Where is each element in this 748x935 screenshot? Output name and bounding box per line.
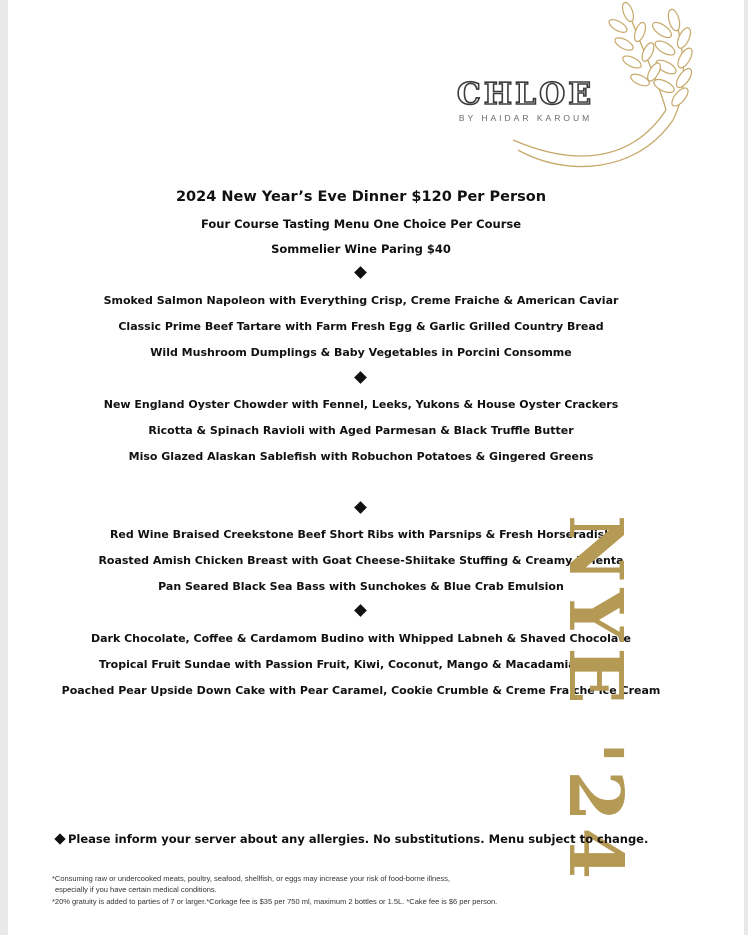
footnote-3: *20% gratuity is added to parties of 7 or larger.*Corkage fee is $35 per 750 ml, maximum 2 bottles or 1.5L. *Cake fee is $6 per person.: [52, 897, 498, 906]
brand-subtitle: BY HAIDAR KAROUM: [458, 113, 593, 123]
course-1-dish-3: Wild Mushroom Dumplings & Baby Vegetables in Porcini Consomme: [150, 346, 572, 359]
course-3-dish-2: Roasted Amish Chicken Breast with Goat Cheese-Shiitake Stuffing & Creamy Polenta: [98, 554, 624, 567]
course-2-dish-2: Ricotta & Spinach Ravioli with Aged Parmesan & Black Truffle Butter: [148, 424, 574, 437]
wine-pairing: Sommelier Wine Paring $40: [271, 242, 451, 256]
brand-logo: [418, 78, 633, 123]
allergy-notice: [56, 832, 648, 846]
menu-subtitle: Four Course Tasting Menu One Choice Per Course: [200, 217, 522, 231]
course-4-dish-3: Poached Pear Upside Down Cake with Pear Caramel, Cookie Crumble & Creme Fraiche Ice Cream: [61, 684, 661, 697]
diamond-icon: [354, 371, 367, 384]
diamond-icon: [54, 833, 65, 844]
diamond-icon: [354, 604, 367, 617]
course-1-dish-1: Smoked Salmon Napoleon with Everything Crisp, Creme Fraiche & American Caviar: [103, 294, 619, 307]
footnote-1: *Consuming raw or undercooked meats, poultry, seafood, shellfish, or eggs may increase your risk of food-borne illness,: [52, 874, 450, 883]
course-4-dish-2: Tropical Fruit Sundae with Passion Fruit, Kiwi, Coconut, Mango & Macadamia Crunch: [98, 658, 624, 671]
diamond-icon: [354, 266, 367, 279]
course-4-dish-1: Dark Chocolate, Coffee & Cardamom Budino with Whipped Labneh & Shaved Chocolate: [90, 632, 632, 645]
brand-name: CHLOE: [456, 77, 595, 112]
course-3-dish-3: Pan Seared Black Sea Bass with Sunchokes & Blue Crab Emulsion: [158, 580, 564, 593]
course-2-dish-3: Miso Glazed Alaskan Sablefish with Robuchon Potatoes & Gingered Greens: [128, 450, 594, 463]
footnote-2: especially if you have certain medical conditions.: [55, 885, 217, 894]
course-2-dish-1: New England Oyster Chowder with Fennel, Leeks, Yukons & House Oyster Crackers: [103, 398, 619, 411]
nye-label: NYE '24: [552, 514, 638, 886]
diamond-icon: [354, 501, 367, 514]
course-3-dish-1: Red Wine Braised Creekstone Beef Short Ribs with Parsnips & Fresh Horseradish: [109, 528, 613, 541]
menu-page: [8, 0, 744, 935]
allergy-notice-text: Please inform your server about any allergies. No substitutions. Menu subject to change.: [68, 832, 649, 846]
menu-title: 2024 New Year’s Eve Dinner $120 Per Person: [175, 189, 547, 205]
course-1-dish-2: Classic Prime Beef Tartare with Farm Fresh Egg & Garlic Grilled Country Bread: [118, 320, 604, 333]
